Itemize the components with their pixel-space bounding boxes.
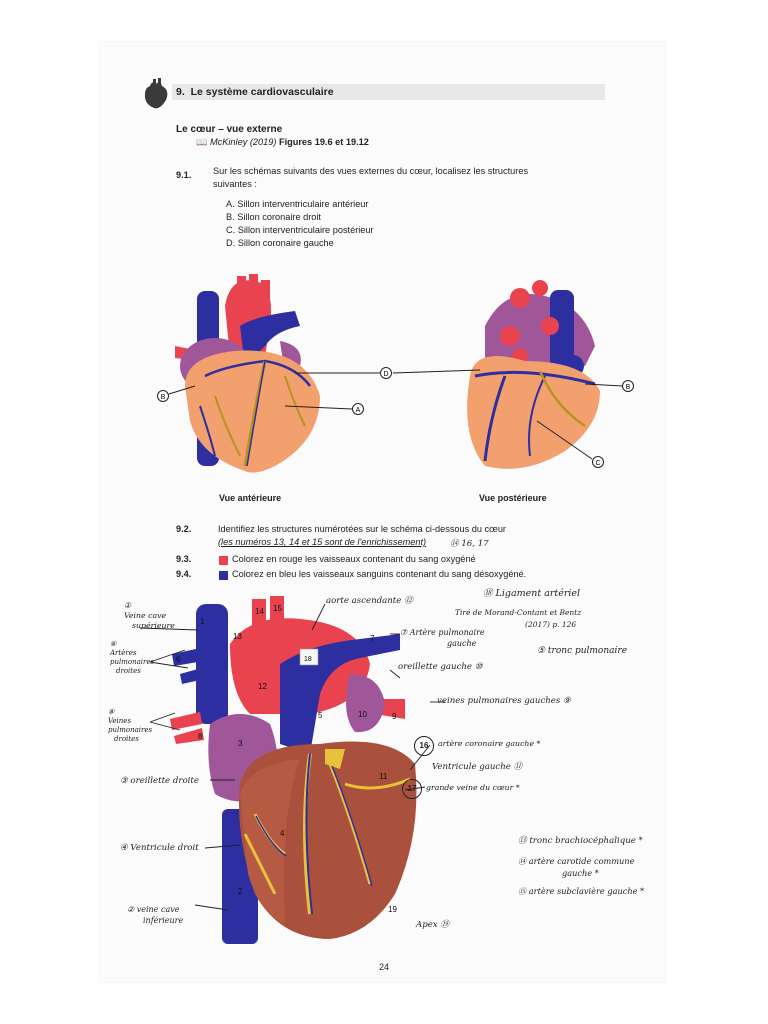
- label-oreillette-d: ③ oreillette droite: [120, 776, 199, 786]
- num-7: 7: [370, 634, 375, 643]
- q94-text: Colorez en bleu les vaisseaux sanguins contenant du sang désoxygéné.: [232, 569, 527, 579]
- label-tronc-pulm: ⑤ tronc pulmonaire: [537, 646, 628, 656]
- red-swatch: [219, 556, 228, 565]
- label-ventricule-d: ④ Ventricule droit: [120, 843, 199, 853]
- num-13: 13: [233, 632, 242, 641]
- label-b-anterior: B: [160, 394, 166, 401]
- posterior-view-caption: Vue postérieure: [479, 493, 547, 503]
- credit-line2: (2017) p. 126: [525, 620, 577, 629]
- label-veines-pulm-g: veines pulmonaires gauches ⑨: [437, 696, 571, 706]
- credit-line1: Tiré de Morand-Contant et Bentz: [455, 608, 582, 617]
- external-views-figure: [145, 266, 645, 491]
- num-19: 19: [388, 905, 397, 914]
- posterior-heart: [467, 280, 600, 469]
- num-3: 3: [238, 739, 243, 748]
- label-veine-cave-sup: ① Veine cave supérieure: [124, 601, 175, 630]
- q92-text: Identifiez les structures numérotées sur le schéma ci-dessous du cœur: [218, 524, 506, 534]
- circled-17: 17: [402, 779, 422, 799]
- num-9: 9: [392, 712, 397, 721]
- heart-icon: [140, 78, 174, 112]
- num-15: 15: [273, 604, 282, 613]
- num-8: 8: [198, 732, 203, 741]
- q93-text: Colorez en rouge les vaisseaux contenant du sang oxygéné: [232, 554, 476, 564]
- label-ventricule-g: Ventricule gauche ⑪: [432, 762, 523, 772]
- label-v-pulm-d: ⑧ Veines pulmonaires droites: [108, 708, 153, 743]
- label-d: D: [383, 371, 389, 378]
- num-10: 10: [358, 710, 367, 719]
- q91-list: [226, 198, 374, 250]
- list-item: C. Sillon interventriculaire postérieur: [226, 225, 374, 235]
- num-2: 2: [238, 887, 243, 896]
- label-apex: Apex ⑲: [416, 920, 449, 930]
- list-item: A. Sillon interventriculaire antérieur: [226, 199, 369, 209]
- label-artere-pulm-2: gauche: [447, 639, 477, 648]
- num-11: 11: [379, 772, 388, 781]
- label-art-coronaire: artère coronaire gauche *: [438, 739, 541, 748]
- num-18: 18: [304, 656, 312, 663]
- label-a: A: [355, 407, 361, 414]
- subheading: Le cœur – vue externe: [176, 124, 283, 135]
- label-c: C: [595, 460, 601, 467]
- page-number: 24: [379, 962, 390, 972]
- label-oreillette-g: oreillette gauche ⑩: [398, 662, 483, 672]
- num-12: 12: [258, 682, 267, 691]
- q92-sub: (les numéros 13, 14 et 15 sont de l'enrichissement): [218, 537, 427, 547]
- num-5: 5: [318, 711, 323, 720]
- section-title: 9. Le système cardiovasculaire: [176, 86, 334, 98]
- label-grande-veine: grande veine du cœur *: [426, 783, 520, 792]
- anterior-view-caption: Vue antérieure: [219, 493, 282, 503]
- label-carotide-2: gauche *: [562, 868, 599, 878]
- blue-swatch: [219, 571, 228, 580]
- q91-text: Sur les schémas suivants des vues externes du cœur, localisez les structures suivantes :: [213, 166, 529, 189]
- book-icon: 📖: [196, 137, 208, 147]
- reference: 📖 McKinley (2019) Figures 19.6 et 19.12: [196, 137, 369, 147]
- label-carotide: ⑭ artère carotide commune: [518, 856, 635, 866]
- num-4: 4: [280, 829, 285, 838]
- label-ligament: ⑱ Ligament artériel: [483, 588, 581, 599]
- num-1: 1: [200, 617, 205, 626]
- list-item: D. Sillon coronaire gauche: [226, 238, 334, 248]
- label-artere-pulm: ⑦ Artère pulmonaire: [400, 628, 485, 637]
- list-item: B. Sillon coronaire droit: [226, 212, 321, 222]
- label-subclaviere: ⑮ artère subclavière gauche *: [518, 886, 645, 896]
- label-aorte: aorte ascendante ⑫: [326, 596, 413, 606]
- q92-hand-note: ⑭ 16, 17: [450, 539, 489, 549]
- label-b-posterior: B: [625, 384, 631, 391]
- label-tronc-brachio: ⑬ tronc brachiocéphalique *: [518, 836, 643, 846]
- num-6: 6: [176, 655, 181, 664]
- circled-16: 16: [414, 736, 434, 756]
- q91-number: 9.1.: [176, 170, 192, 180]
- q92-number: 9.2.: [176, 524, 192, 534]
- q94-number: 9.4.: [176, 569, 192, 579]
- label-art-pulm-d: ⑥ Artères pulmonaires droites: [110, 640, 155, 675]
- num-14: 14: [255, 607, 264, 616]
- q93-number: 9.3.: [176, 554, 192, 564]
- label-veine-cave-inf: ② veine cave inférieure: [127, 905, 184, 925]
